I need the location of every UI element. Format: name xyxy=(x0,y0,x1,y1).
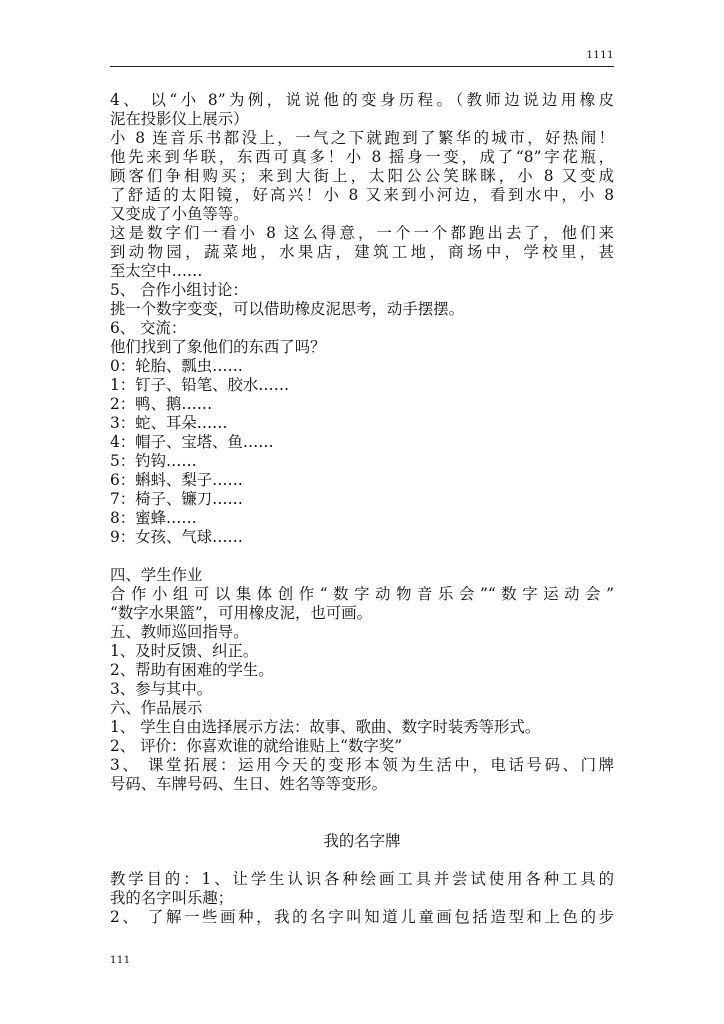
lesson-goal-line: 教学目的：1、让学生认识各种绘画工具并尝试使用各种工具的 xyxy=(110,870,614,888)
part5-item: 3、参与其中。 xyxy=(110,680,213,698)
digit-list-item: 3：蛇、耳朵…… xyxy=(110,414,228,432)
part5-item: 2、帮助有困难的学生。 xyxy=(110,661,274,679)
lesson-title: 我的名字牌 xyxy=(323,832,401,850)
part6-title: 六、作品展示 xyxy=(110,699,203,717)
story-line: 了舒适的太阳镜，好高兴！小 8 又来到小河边，看到水中，小 8 xyxy=(110,186,614,204)
header-page-number: 1111 xyxy=(586,50,614,61)
part6-item: 1、 学生自由选择展示方法：故事、歌曲、数字时装秀等形式。 xyxy=(110,718,541,736)
digit-list-item: 5：钓钩…… xyxy=(110,452,197,470)
digit-list-item: 9：女孩、气球…… xyxy=(110,528,243,546)
blank-line xyxy=(110,851,614,870)
section5-title: 5、 合作小组讨论： xyxy=(110,281,248,299)
story-line: 又变成了小鱼等等。 xyxy=(110,205,249,223)
blank-line xyxy=(110,547,614,566)
lesson-goal-line: 2、 了解一些画种，我的名字叫知道儿童画包括造型和上色的步 xyxy=(110,908,614,926)
digit-list-item: 2：鸭、鹅…… xyxy=(110,395,213,413)
section4-title-line2: 泥在投影仪上展示） xyxy=(110,110,249,128)
part4-line: “数字水果篮”，可用橡皮泥，也可画。 xyxy=(110,604,372,622)
part4-line: 合作小组可以集体创作“数字动物音乐会”“数字运动会” xyxy=(110,585,614,603)
digit-list-item: 8：蜜蜂…… xyxy=(110,509,197,527)
story-line: 他先来到华联，东西可真多！小 8 摇身一变，成了“8”字花瓶， xyxy=(110,148,614,166)
section6-title: 6、 交流： xyxy=(110,319,187,337)
blank-lines xyxy=(110,794,614,832)
footer-page-number: 111 xyxy=(110,955,131,966)
digit-list-item: 0：轮胎、瓢虫…… xyxy=(110,357,243,375)
digit-list-item: 6：蝌蚪、梨子…… xyxy=(110,471,243,489)
section6-question: 他们找到了象他们的东西了吗？ xyxy=(110,338,326,356)
digit-list-item: 4：帽子、宝塔、鱼…… xyxy=(110,433,274,451)
header-rule xyxy=(110,66,614,67)
lesson-goal-line: 我的名字叫乐趣； xyxy=(110,889,234,907)
section4-title-line1: 4、 以“小 8”为例，说说他的变身历程。（教师边说边用橡皮 xyxy=(110,91,614,109)
part5-item: 1、及时反馈、纠正。 xyxy=(110,642,259,660)
document-body xyxy=(110,91,614,927)
part5-title: 五、教师巡回指导。 xyxy=(110,623,249,641)
story-line: 顾客们争相购买；来到大街上，太阳公公笑眯眯，小 8 又变成 xyxy=(110,167,614,185)
paragraph-line: 到动物园，蔬菜地，水果店，建筑工地，商场中，学校里，甚 xyxy=(110,243,614,261)
part6-item: 号码、车牌号码、生日、姓名等等变形。 xyxy=(110,775,388,793)
story-line: 小 8 连音乐书都没上，一气之下就跑到了繁华的城市，好热闹！ xyxy=(110,129,614,147)
section5-text: 挑一个数字变变，可以借助橡皮泥思考，动手摆摆。 xyxy=(110,300,464,318)
part4-title: 四、学生作业 xyxy=(110,566,203,584)
digit-list-item: 1：钉子、铅笔、胶水…… xyxy=(110,376,290,394)
part6-item: 2、 评价：你喜欢谁的就给谁贴上“数字奖” xyxy=(110,737,403,755)
part6-item: 3、 课堂拓展：运用今天的变形本领为生活中，电话号码、门牌 xyxy=(110,756,614,774)
paragraph-line: 这是数字们一看小 8 这么得意，一个一个都跑出去了，他们来 xyxy=(110,224,614,242)
digit-list-item: 7：椅子、镰刀…… xyxy=(110,490,243,508)
paragraph-line: 至太空中…… xyxy=(110,262,203,280)
